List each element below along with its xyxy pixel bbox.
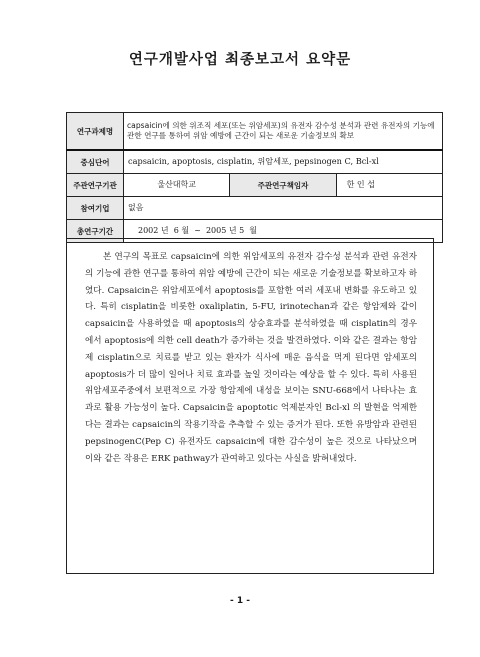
keywords-row	[67, 150, 443, 174]
participating-company-value: 없음	[124, 197, 443, 220]
document-title: 연구개발사업 최종보고서 요약문	[128, 52, 352, 68]
research-period-label: 총연구기간	[67, 220, 124, 243]
page-number: - 1 -	[230, 596, 250, 606]
project-info-table	[66, 112, 443, 243]
keywords-value: capsaicin, apoptosis, cisplatin, 위암세포, pepsinogen C, Bcl-xl	[124, 150, 443, 174]
abstract-body: 본 연구의 목표로 capsaicin에 의한 위암세포의 유전자 감수성 분석과 관련 유전자의 기능에 관한 연구를 통하여 위암 예방에 근간이 되는 새로운 기술정보를 확보하고자 하였다. Capsaicin은 위암세포에서 apoptosis를 포함한 여러 세포내 변화를 유도하고 있다. 특히 cisplatin을 비롯한 oxaliplatin, 5-FU, irinotechan과 같은 항암제와 같이 capsaicin을 사용하였을 때 apoptosis의 상승효과를 분석하였을 때 cisplatin의 경우에서 apoptosis에 의한 cell death가 증가하는 것을 발견하였다. 이와 같은 결과는 항암제 cisplatin으로 치료를 받고 있는 환자가 식사에 매운 음식을 먹게 된다면 암세포의 apoptosis가 더 많이 일어나 치료 효과를 높일 것이라는 예상을 할 수 있다. 특히 사용된 위암세포주중에서 보편적으로 가장 항암제에 내성을 보이는 SNU-668에서 나타나는 효과로 활용 가능성이 높다. Capsaicin을 apoptotic 억제분자인 Bcl-xl 의 발현을 억제한다는 결과는 capsaicin의 작용기작을 추측할 수 있는 증거가 된다. 또한 유방암과 관련된 pepsinogenC(Pep C) 유전자도 capsaicin에 대한 감수성이 높은 것으로 나타났으며 이와 같은 작용은 ERK pathway가 관여하고 있다는 사실을 밝혀내었다.	[85, 252, 417, 464]
project-name-row	[67, 113, 443, 151]
principal-investigator-value: 한 인 섭	[336, 174, 442, 197]
project-name-value: capsaicin에 의한 위조직 세포(또는 위암세포)의 유전자 감수성 분석과 관련 유전자의 기능에 관한 연구를 통하여 위암 예방에 근간이 되는 새로운 기술정보의 확보	[124, 113, 443, 151]
keywords-label: 중심단어	[67, 150, 124, 174]
project-name-label: 연구과제명	[67, 113, 124, 151]
participating-company-label: 참여기업	[67, 197, 124, 220]
abstract-text	[67, 249, 433, 467]
institution-value: 울산대학교	[124, 174, 230, 197]
institution-row	[67, 174, 443, 197]
abstract-box	[66, 238, 434, 574]
research-period-value: 2002 년 6 월 ~ 2005 년 5 월	[124, 220, 443, 243]
principal-investigator-label: 주관연구책임자	[230, 174, 336, 197]
institution-label: 주관연구기관	[67, 174, 124, 197]
participating-company-row	[67, 197, 443, 220]
